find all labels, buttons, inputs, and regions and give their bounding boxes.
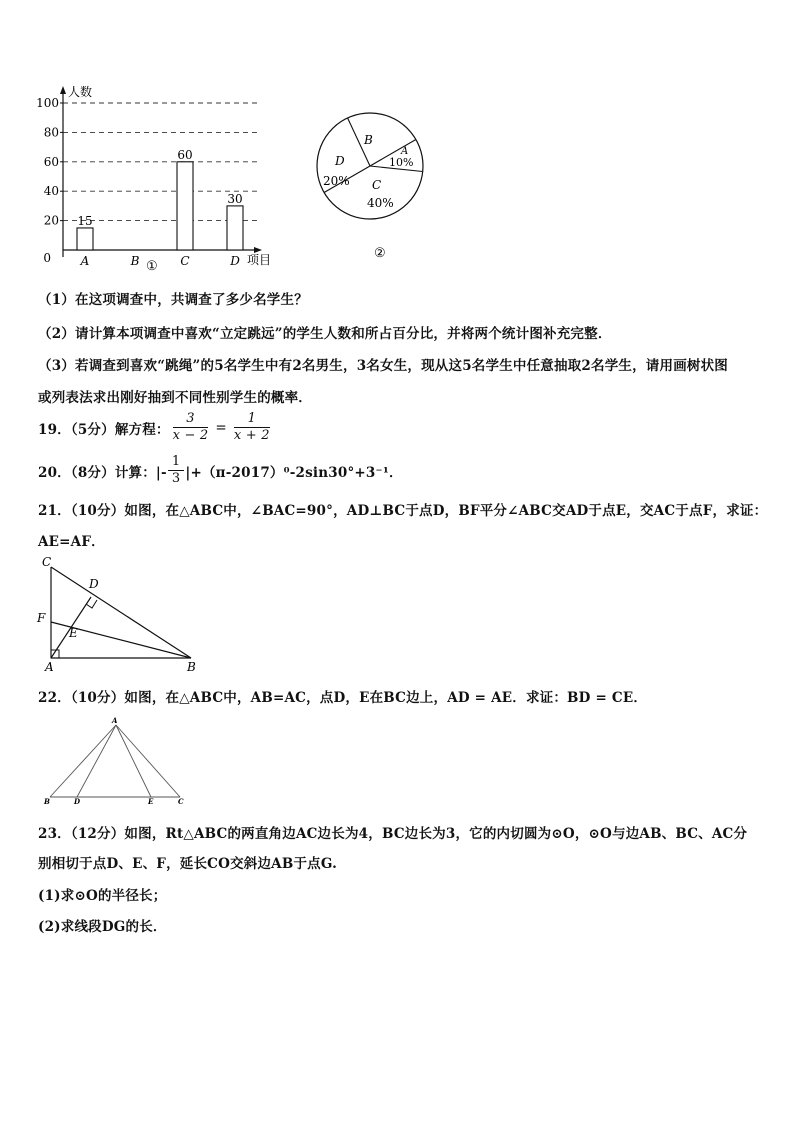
question-20-prefix: 20．（8分）计算：|- [38, 464, 167, 481]
x-tick-label: D [230, 254, 240, 268]
fraction-denominator: x + 2 [233, 428, 270, 443]
x-tick-label: B [130, 254, 140, 268]
question-20-suffix: |+（π-2017）⁰-2sin30°+3⁻¹． [185, 464, 403, 481]
bar-chart-y-ticks [36, 96, 59, 265]
fraction-denominator: x − 2 [172, 428, 209, 443]
label-A: A [45, 660, 54, 674]
pie-pct-c: 40% [367, 196, 394, 210]
segment-AC [116, 725, 180, 797]
bar-chart-bars [77, 148, 243, 250]
fraction-numerator: 1 [168, 454, 184, 471]
pie-label-c: C [372, 178, 382, 192]
question-23-sub1: (1)求⊙O的半径长； [38, 888, 167, 904]
pie-label-b: B [364, 133, 373, 147]
bar-data-label: 15 [77, 213, 93, 228]
label-B: B [44, 797, 50, 806]
fraction-numerator: 1 [234, 411, 270, 428]
bar-A [77, 228, 93, 250]
fraction-numerator: 3 [173, 411, 209, 428]
pie-chart [306, 104, 436, 264]
y-tick-label: 80 [43, 125, 59, 140]
question-19-prefix: 19．（5分）解方程： [38, 421, 170, 438]
pie-label-d: D [335, 154, 345, 168]
bar-data-label: 30 [227, 191, 243, 206]
bar-D [227, 206, 243, 250]
x-tick-label: A [80, 254, 90, 268]
label-D: D [89, 577, 99, 591]
question-23-line1: 23．（12分）如图，Rt△ABC的两直角边AC边长为4，BC边长为3，它的内切圆为⊙O，⊙O与边AB、BC、AC分 [38, 826, 748, 842]
segment-AE [116, 725, 151, 797]
x-axis-label: 项目 [247, 253, 272, 267]
y-tick-label: 40 [43, 184, 59, 199]
figure-index-2: ② [374, 246, 386, 261]
question-19-fraction-right [234, 411, 270, 444]
pie-pct-d: 20% [323, 174, 350, 188]
x-tick-label: C [180, 254, 190, 268]
label-D: D [74, 797, 81, 806]
y-tick-label: 100 [36, 96, 59, 110]
figure-index-1: ① [146, 259, 158, 274]
y-tick-label: 0 [43, 251, 51, 265]
bar-chart-x-ticks [80, 254, 241, 268]
question-18-sub1: （1）在这项调查中，共调查了多少名学生？ [38, 292, 308, 308]
equals-sign: = [215, 419, 227, 436]
pie-label-a: A [401, 146, 409, 157]
question-20-fraction [168, 454, 184, 487]
figure-21 [34, 553, 214, 675]
label-C: C [42, 555, 52, 569]
label-E: E [69, 626, 78, 640]
question-19-fraction-left [173, 411, 209, 444]
question-23-sub2: (2)求线段DG的长． [38, 919, 167, 935]
question-18-sub3-line2: 或列表法求出刚好抽到不同性别学生的概率． [38, 390, 312, 406]
question-21-line2: AE=AF． [38, 534, 105, 550]
y-axis-label: 人数 [68, 85, 93, 99]
figure-22 [40, 713, 190, 808]
label-C: C [178, 797, 184, 806]
y-tick-label: 60 [43, 154, 59, 169]
question-19 [38, 411, 273, 444]
question-18-sub3-line1: （3）若调查到喜欢“跳绳”的5名学生中有2名男生，3名女生，现从这5名学生中任意抽取2名学生，请用画树状图 [38, 358, 728, 374]
y-axis-arrow [60, 86, 66, 94]
label-B: B [187, 660, 196, 674]
segment-CB [51, 567, 191, 658]
bar-data-label: 60 [177, 147, 193, 162]
fraction-denominator: 3 [171, 471, 181, 486]
y-tick-label: 20 [43, 213, 59, 228]
question-22: 22．（10分）如图，在△ABC中，AB=AC，点D，E在BC边上，AD = AE．求证：BD = CE． [38, 690, 648, 706]
label-F: F [37, 611, 46, 625]
question-20 [38, 454, 403, 487]
label-E: E [148, 797, 154, 806]
question-18-sub2: （2）请计算本项调查中喜欢“立定跳远”的学生人数和所占百分比，并将两个统计图补充完整． [38, 326, 612, 342]
bar-C [177, 162, 193, 250]
bar-chart [30, 80, 290, 275]
question-21-line1: 21．（10分）如图，在△ABC中，∠BAC=90°，AD⊥BC于点D，BF平分∠ABC交AD于点E，交AC于点F，求证： [38, 503, 768, 519]
label-A: A [112, 716, 118, 725]
pie-pct-a: 10% [389, 156, 414, 169]
question-23-line2: 别相切于点D、E、F，延长CO交斜边AB于点G. [38, 856, 338, 872]
